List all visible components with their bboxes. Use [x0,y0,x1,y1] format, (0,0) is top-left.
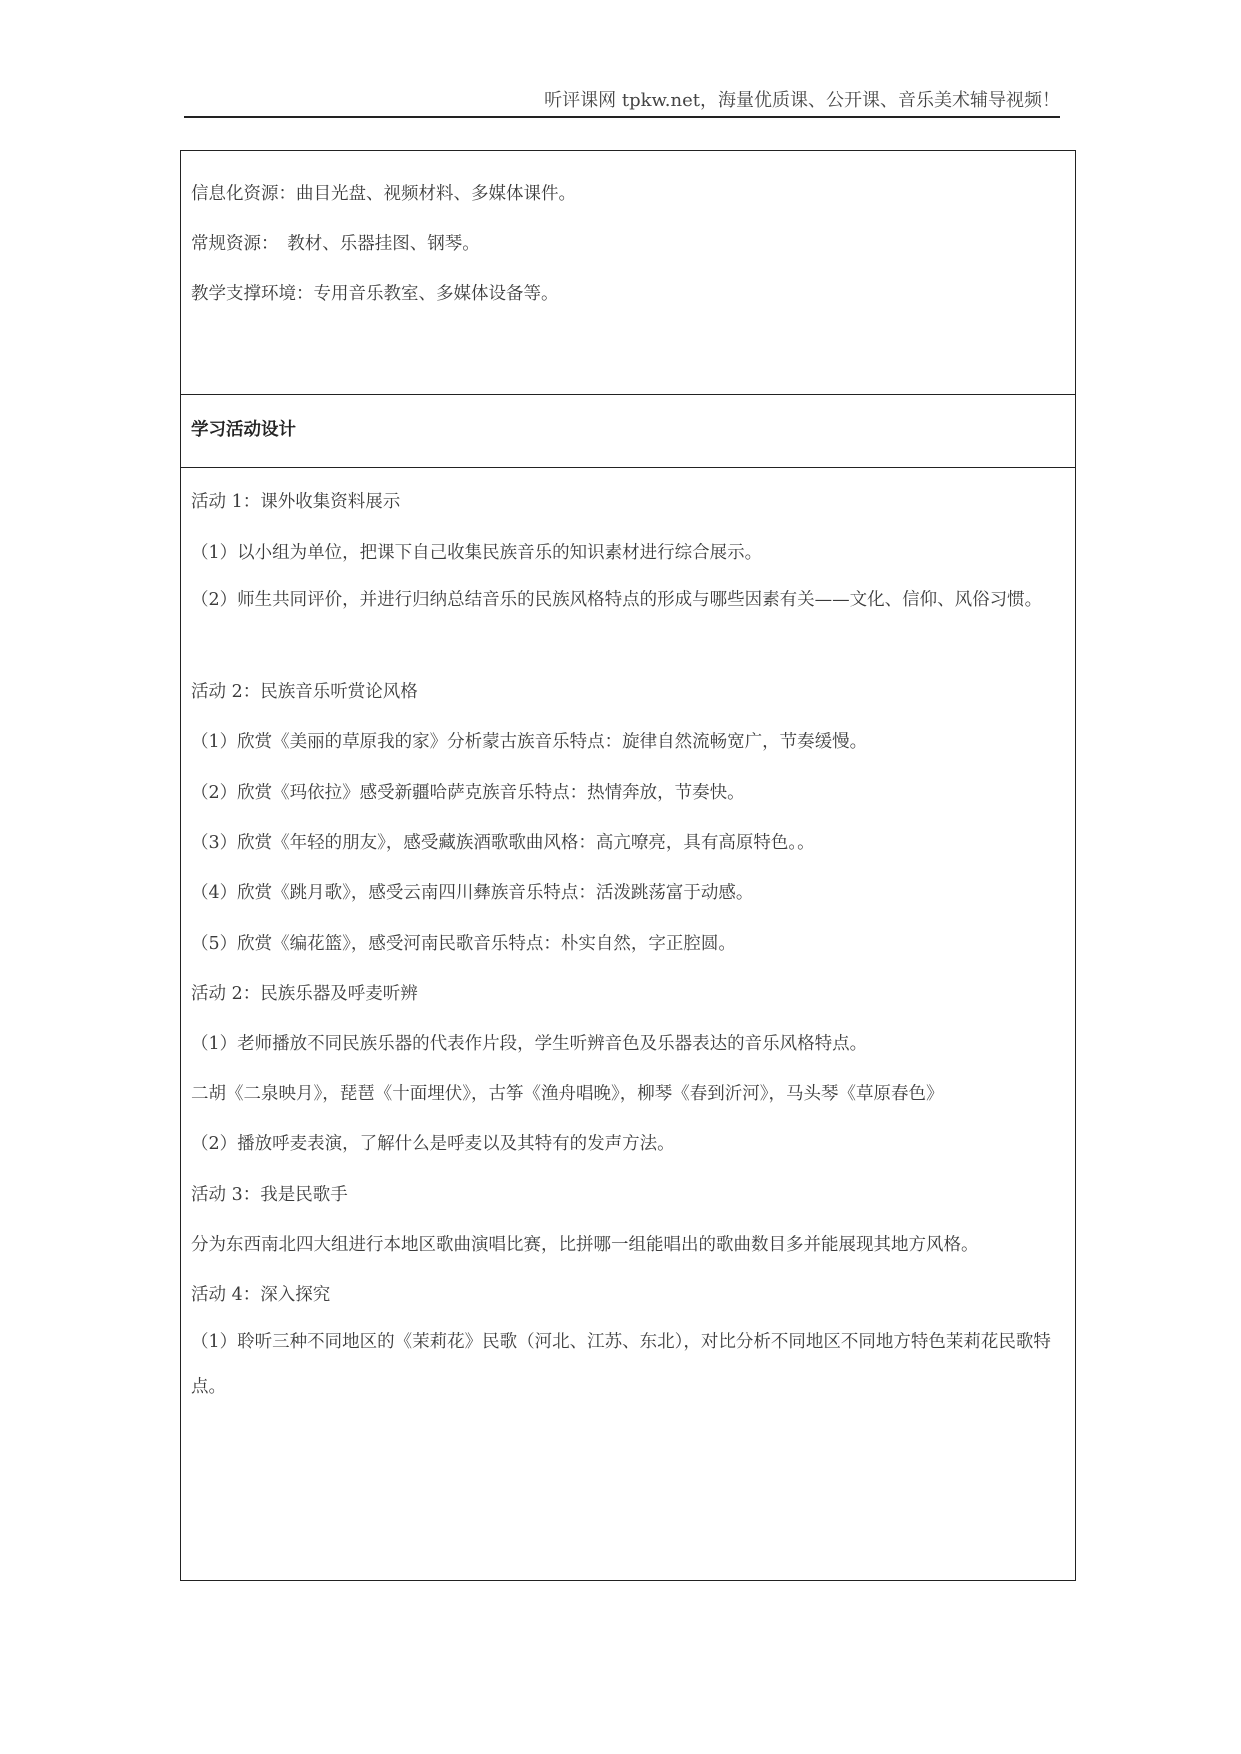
section-title: 学习活动设计 [191,420,296,440]
activity-line: （5）欣赏《编花篮》，感受河南民歌音乐特点：朴实自然，字正腔圆。 [191,934,736,954]
activity-line: 活动 1：课外收集资料展示 [191,492,401,512]
section-title-row [181,394,1075,468]
resource-regular: 常规资源： 教材、乐器挂图、钢琴。 [191,234,480,254]
activity-line: 活动 2：民族乐器及呼麦听辨 [191,984,418,1004]
resource-environment: 教学支撑环境：专用音乐教室、多媒体设备等。 [191,284,559,304]
activity-line: 二胡《二泉映月》，琵琶《十面埋伏》，古筝《渔舟唱晚》，柳琴《春到沂河》，马头琴《草原春色》 [191,1084,944,1104]
activity-line: （1）老师播放不同民族乐器的代表作片段，学生听辨音色及乐器表达的音乐风格特点。 [191,1034,868,1054]
resources-section [181,151,1075,394]
lesson-table [180,150,1076,1581]
activity-line: 活动 4：深入探究 [191,1285,331,1305]
activity-line: （1）聆听三种不同地区的《茉莉花》民歌（河北、江苏、东北），对比分析不同地区不同地方特色茉莉花民歌特点。 [191,1332,1051,1397]
activity-line: （1）欣赏《美丽的草原我的家》分析蒙古族音乐特点：旋律自然流畅宽广，节奏缓慢。 [191,732,868,752]
activity-line: （4）欣赏《跳月歌》，感受云南四川彝族音乐特点：活泼跳荡富于动感。 [191,883,754,903]
activity-line: 分为东西南北四大组进行本地区歌曲演唱比赛，比拼哪一组能唱出的歌曲数目多并能展现其地方风格。 [191,1235,979,1255]
activity-line: 活动 2：民族音乐听赏论风格 [191,682,418,702]
activity-line: （2）师生共同评价，并进行归纳总结音乐的民族风格特点的形成与哪些因素有关——文化、信仰、风俗习惯。 [191,590,1043,610]
activity-line: （1）以小组为单位，把课下自己收集民族音乐的知识素材进行综合展示。 [191,543,763,563]
activity-line: （2）欣赏《玛依拉》感受新疆哈萨克族音乐特点：热情奔放，节奏快。 [191,783,745,803]
activity-line: 活动 3：我是民歌手 [191,1185,348,1205]
activities-section [181,467,1075,1580]
page-header [184,86,1060,118]
header-text: 听评课网 tpkw.net，海量优质课、公开课、音乐美术辅导视频！ [544,90,1060,111]
activity-line: （3）欣赏《年轻的朋友》，感受藏族酒歌歌曲风格：高亢嘹亮，具有高原特色。。 [191,833,815,853]
resource-info: 信息化资源：曲目光盘、视频材料、多媒体课件。 [191,184,576,204]
activity-line: （2）播放呼麦表演，了解什么是呼麦以及其特有的发声方法。 [191,1134,675,1154]
